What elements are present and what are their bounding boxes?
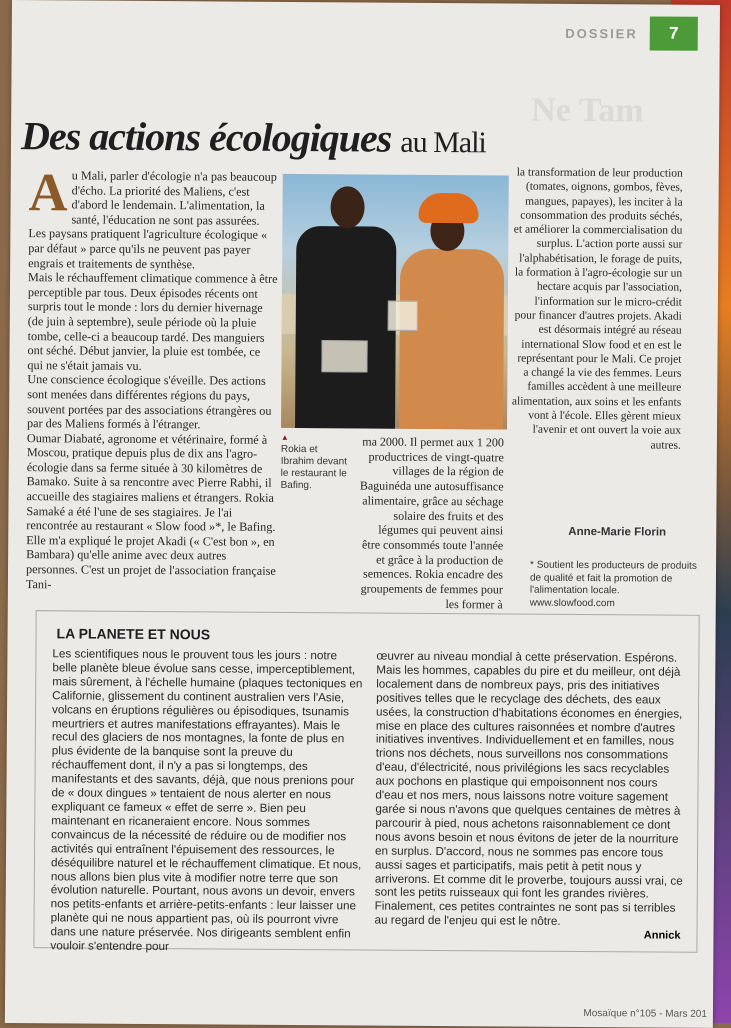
- drop-cap: A: [28, 162, 68, 223]
- paragraph: Mais le réchauffement climatique commence à être perceptible par tous. Deux épisodes récents ont surpris tout le monde : lors du dernier hivernage (de juin à septembre), seule période où la pluie tombe, celle-ci a beaucoup tardé. Des manguiers ont séché. Début janvier, la pluie est tombée, ce qui ne s'était jamais vu.: [27, 270, 278, 373]
- title-main: Des actions écologiques: [20, 113, 392, 161]
- article-column-3: [511, 166, 683, 453]
- box-column-1: [50, 647, 364, 955]
- photo-headscarf: [418, 193, 478, 223]
- article-column-2: [358, 434, 504, 611]
- section-label: DOSSIER: [565, 25, 638, 41]
- box-column-2: [375, 650, 689, 930]
- caption-text: Rokia et Ibrahim devant le restaurant le Bafing.: [280, 443, 347, 492]
- page-number: 7: [650, 16, 698, 50]
- page-footer: Mosaïque n°105 - Mars 201: [583, 1008, 707, 1020]
- article-title: [21, 112, 486, 162]
- show-through-text: Ne Tam: [531, 91, 644, 130]
- paragraph: u Mali, parler d'écologie n'a pas beaucoup d'écho. La priorité des Maliens, c'est d'abord le lendemain. L'alimentation, la santé, l'éducation ne sont pas assurées. Les paysans pratiquent l'agriculture écologique « par défaut » parce qu'ils ne peuvent pas payer engrais et traitements de synthèse.: [28, 168, 277, 271]
- title-suffix: au Mali: [400, 125, 486, 160]
- paragraph: Une conscience écologique s'éveille. Des actions sont menées dans différentes régions du pays, souvent portées par des associations étrangères ou par des Maliens formés à l'étranger.: [26, 372, 272, 432]
- box-signature: Annick: [643, 929, 681, 942]
- photo-man-head: [330, 186, 364, 228]
- sidebar-box: [33, 610, 699, 953]
- photo-bag: [321, 340, 367, 372]
- box-title: LA PLANETE ET NOUS: [56, 625, 211, 643]
- article-photo: [281, 174, 509, 430]
- photo-woman: [399, 249, 504, 430]
- photo-caption: [281, 432, 351, 492]
- paragraph: la transformation de leur production (tomates, oignons, gombos, fèves, mangues, papayes), les inciter à la consommation des produits séchés, et améliorer la commercialisation du surplus. L'action porte aussi sur l'alphabétisation, le forage de puits, la formation à l'agro-écologie sur un hectare acquis par l'association, l'information sur le micro-crédit pour financer d'autres projets. Akadi est désormais intégré au réseau international Slow food et en est le représentant pour le Mali. Ce projet a changé la vie des femmes. Leurs familles accèdent à une meilleure alimentation, aux soins et les enfants vont à l'école. Elles gèrent mieux l'avenir et ont ouvert la voie aux autres.: [511, 166, 683, 452]
- paragraph: Les scientifiques nous le prouvent tous les jours : notre belle planète bleue évolue sans cesse, imperceptiblement, mais sûrement, à l'échelle humaine (plaques tectoniques en Californie, glissement du continent australien vers l'Asie, volcans en éruptions régulières ou épisodiques, tsunamis meurtriers et autres manifestations effrayantes). Mais le recul des glaciers de nos montagnes, la fonte de plus en plus évidente de la banquise sont la preuve du réchauffement dont, il n'y a pas si longtemps, des manifestants et des savants, déjà, que nous prenions pour de « doux dingues » tentaient de nous alerter en nous expliquant ce fameux « effet de serre ». Bien peu maintenant en ricaneraient encore. Nous sommes convaincus de la nécessité de réduire ou de modifier nos activités qui entraînent l'épuisement des ressources, le déséquilibre naturel et le réchauffement climatique. Et nous, nous allons bien plus vite à modifier notre terre que son évolution naturelle. Pourtant, nous avons un devoir, envers nos petits-enfants et arrière-petits-enfants : leur laisser une planète qui ne nous appartient pas, où ils pourront vivre dans une nature préservée. Nos dirigeants semblent enfin vouloir s'entendre pour: [50, 647, 363, 954]
- photo-man: [295, 226, 396, 429]
- caption-triangle-icon: ▲: [280, 432, 289, 442]
- article-column-1: [25, 162, 279, 593]
- photo-bag: [388, 301, 418, 331]
- paragraph: ma 2000. Il permet aux 1 200 productrices de vingt-quatre villages de la région de Baguinéda une autosuffisance alimentaire, grâce au séchage solaire des fruits et des légumes qui peuvent ainsi être consommés toute l'année et grâce à la production de semences. Rokia encadre des groupements de femmes pour les former à: [359, 434, 504, 612]
- page-header: [565, 18, 698, 49]
- magazine-page: [5, 0, 720, 1028]
- article-author: Anne-Marie Florin: [568, 525, 667, 539]
- paragraph: Oumar Diabaté, agronome et vétérinaire, formé à Moscou, pratique depuis plus de dix ans l'agro-écologie dans sa ferme située à 30 kilomètres de Bamako. Suite à sa rencontre avec Pierre Rabhi, il accueille des stagiaires maliens et étrangers. Rokia Samaké a été l'une de ses stagiaires. Je l'ai rencontrée au restaurant « Slow food »*, le Bafing. Elle m'a expliqué le projet Akadi (« C'est bon », en Bambara) qu'elle anime avec deux autres personnes. C'est un projet de l'association française Tani-: [25, 430, 276, 591]
- footnote: * Soutient les producteurs de produits de qualité et fait la promotion de l'alimentation locale. www.slowfood.com: [529, 559, 697, 609]
- paragraph: œuvrer au niveau mondial à cette préservation. Espérons. Mais les hommes, capables du pire et du meilleur, ont déjà localement dans de nombreux pays, pris des initiatives positives telles que le recyclage des déchets, des eaux usées, la construction d'habitations économes en énergies, mise en place des cultures raisonnées et nombre d'autres initiatives inventives. Individuellement et en familles, nous trions nos déchets, nous surveillons nos consommations d'eau, d'électricité, nous privilégions les sacs recyclables aux pochons en plastique qui empoisonnent nos cours d'eau et nos mers, nous laissons notre voiture sagement garée si nous n'avons que quelques centaines de mètres à parcourir à pied, nous achetons raisonnablement ce dont nous avons besoin et nous évitons de jeter de la nourriture en surplus. D'accord, nous ne sommes pas encore tous aussi sages et participatifs, mais petit à petit nous y arriverons. Et comme dit le proverbe, toujours aussi vrai, ce sont les petits ruisseaux qui font les grandes rivières. Finalement, ces petites contraintes ne sont pas si terribles au regard de l'enjeu qui est le nôtre.: [374, 649, 683, 929]
